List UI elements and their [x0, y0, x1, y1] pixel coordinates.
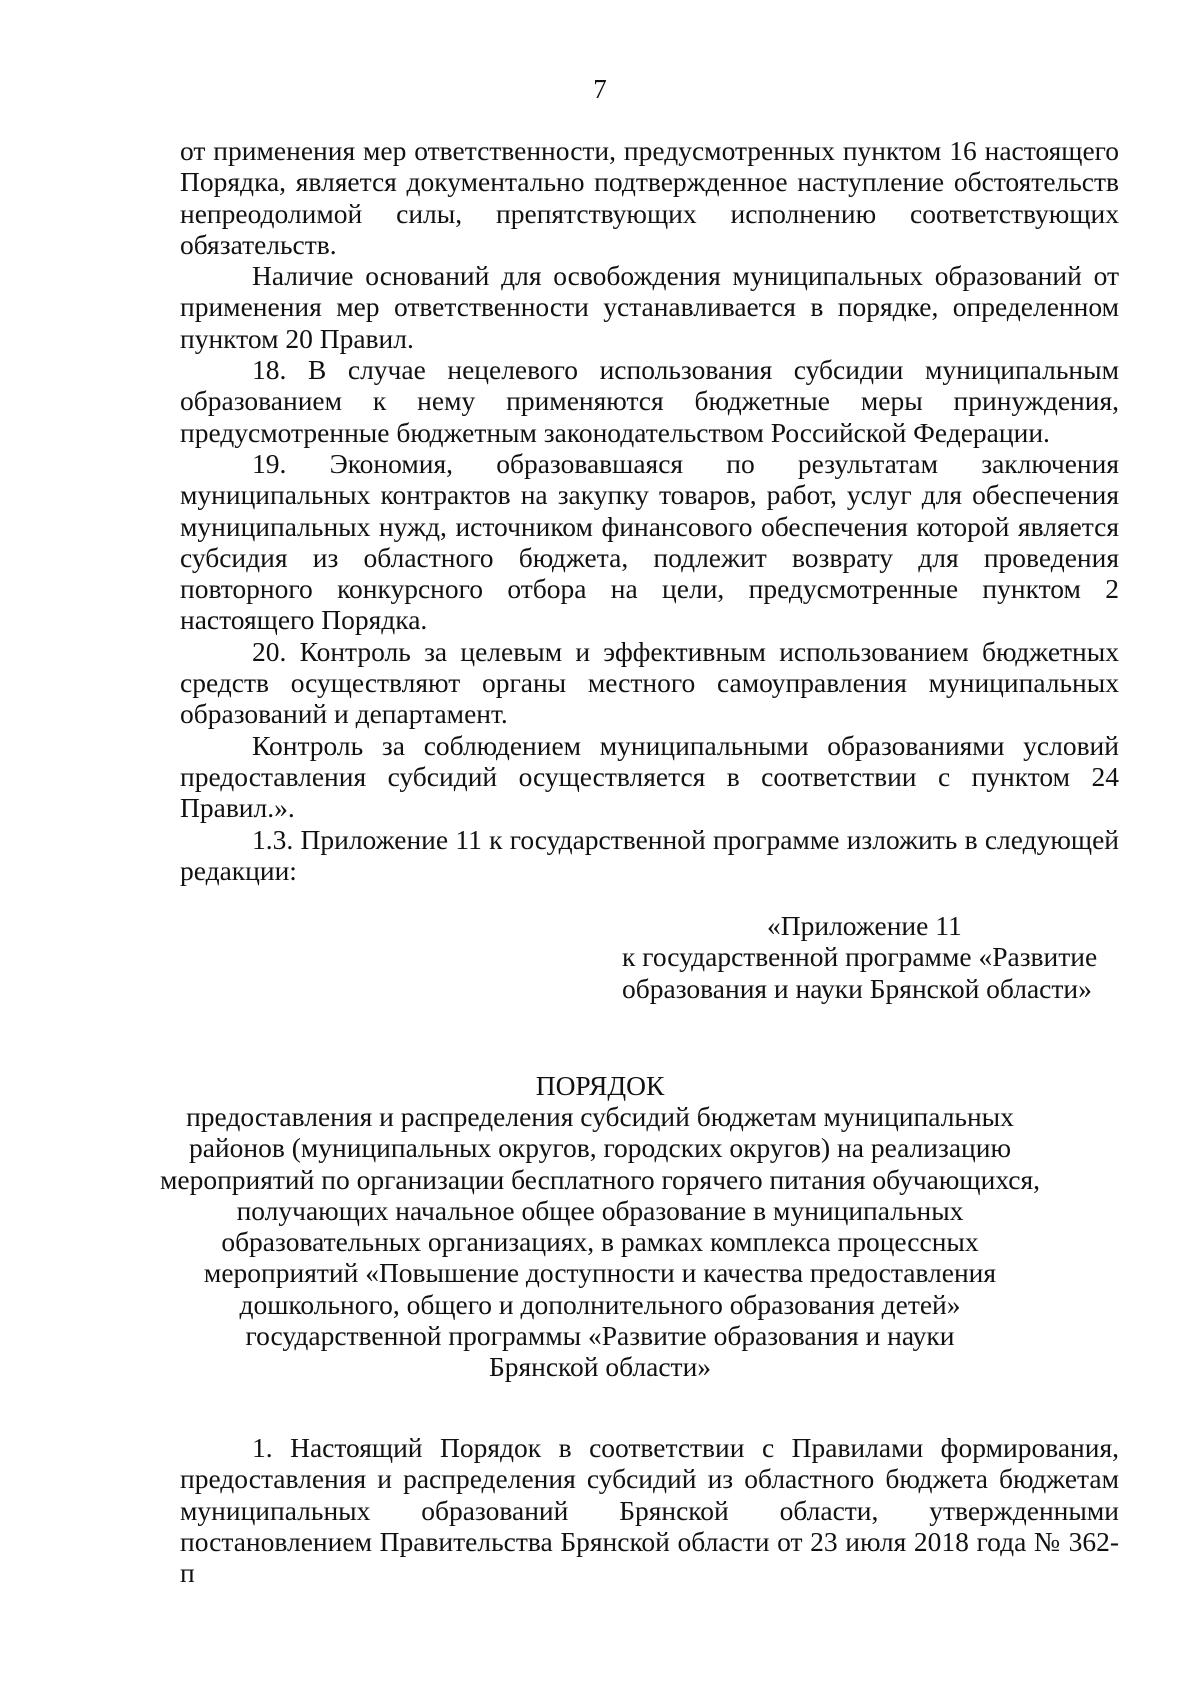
paragraph-continuation: от применения мер ответственности, предусмотренных пунктом 16 настоящего Порядка, является документально подтвержденное наступление обстоятельств непреодолимой силы, препятствующих исполнению соответствующих обязательств. [180, 135, 1119, 260]
subtitle-line: образовательных организациях, в рамках комплекса процессных [221, 1226, 979, 1258]
paragraph-18: 18. В случае нецелевого использования субсидии муниципальным образованием к нему применяются бюджетные меры принуждения, предусмотренные бюджетным законодательством Российской Федерации. [180, 354, 1119, 448]
document-subtitle [0, 1101, 1200, 1383]
appendix-note-line: «Приложение 11 [767, 910, 962, 941]
paragraph-20: 20. Контроль за целевым и эффективным использованием бюджетных средств осуществляют органы местного самоуправления муниципальных образований и департамент. [180, 635, 1119, 730]
section-1 [180, 1432, 1119, 1588]
appendix-note [622, 910, 1122, 1004]
paragraph-1-3: 1.3. Приложение 11 к государственной программе изложить в следующей редакции: [180, 823, 1119, 886]
subtitle-line: мероприятий «Повышение доступности и качества предоставления [203, 1257, 997, 1289]
subtitle-line: получающих начальное общее образование в муниципальных [236, 1194, 964, 1226]
document-title: ПОРЯДОК [535, 1070, 665, 1101]
paragraph-exemption-grounds: Наличие оснований для освобождения муниципальных образований от применения мер ответственности устанавливается в порядке, определенном пунктом 20 Правил. [180, 260, 1119, 354]
appendix-note-line: образования и науки Брянской области» [622, 972, 1092, 1004]
body-text [180, 135, 1119, 886]
subtitle-line: мероприятий по организации бесплатного горячего питания обучающихся, [159, 1163, 1041, 1195]
page-number: 7 [593, 74, 607, 104]
subtitle-line: государственной программы «Развитие образования и науки [245, 1320, 955, 1352]
paragraph-1: 1. Настоящий Порядок в соответствии с Правилами формирования, предоставления и распределения субсидий из областного бюджета бюджетам муниципальных образований Брянской области, утвержденными постановлением Правительства Брянской области от 23 июля 2018 года № 362-п [180, 1432, 1119, 1589]
appendix-note-line: к государственной программе «Развитие [622, 941, 1098, 973]
subtitle-line: предоставления и распределения субсидий бюджетам муниципальных [186, 1101, 1014, 1132]
paragraph-19: 19. Экономия, образовавшаяся по результатам заключения муниципальных контрактов на закупку товаров, работ, услуг для обеспечения муниципальных нужд, источником финансового обеспечения которой является субсидия из областного бюджета, подлежит возврату для проведения повторного конкурсного отбора на цели, предусмотренные пунктом 2 настоящего Порядка. [180, 447, 1119, 636]
subtitle-line: дошкольного, общего и дополнительного образования детей» [239, 1288, 961, 1320]
subtitle-line: Брянской области» [488, 1351, 712, 1383]
paragraph-control: Контроль за соблюдением муниципальными образованиями условий предоставления субсидий осуществляется в соответствии с пунктом 24 Правил.». [180, 729, 1119, 824]
subtitle-line: районов (муниципальных округов, городских округов) на реализацию [188, 1132, 1012, 1164]
